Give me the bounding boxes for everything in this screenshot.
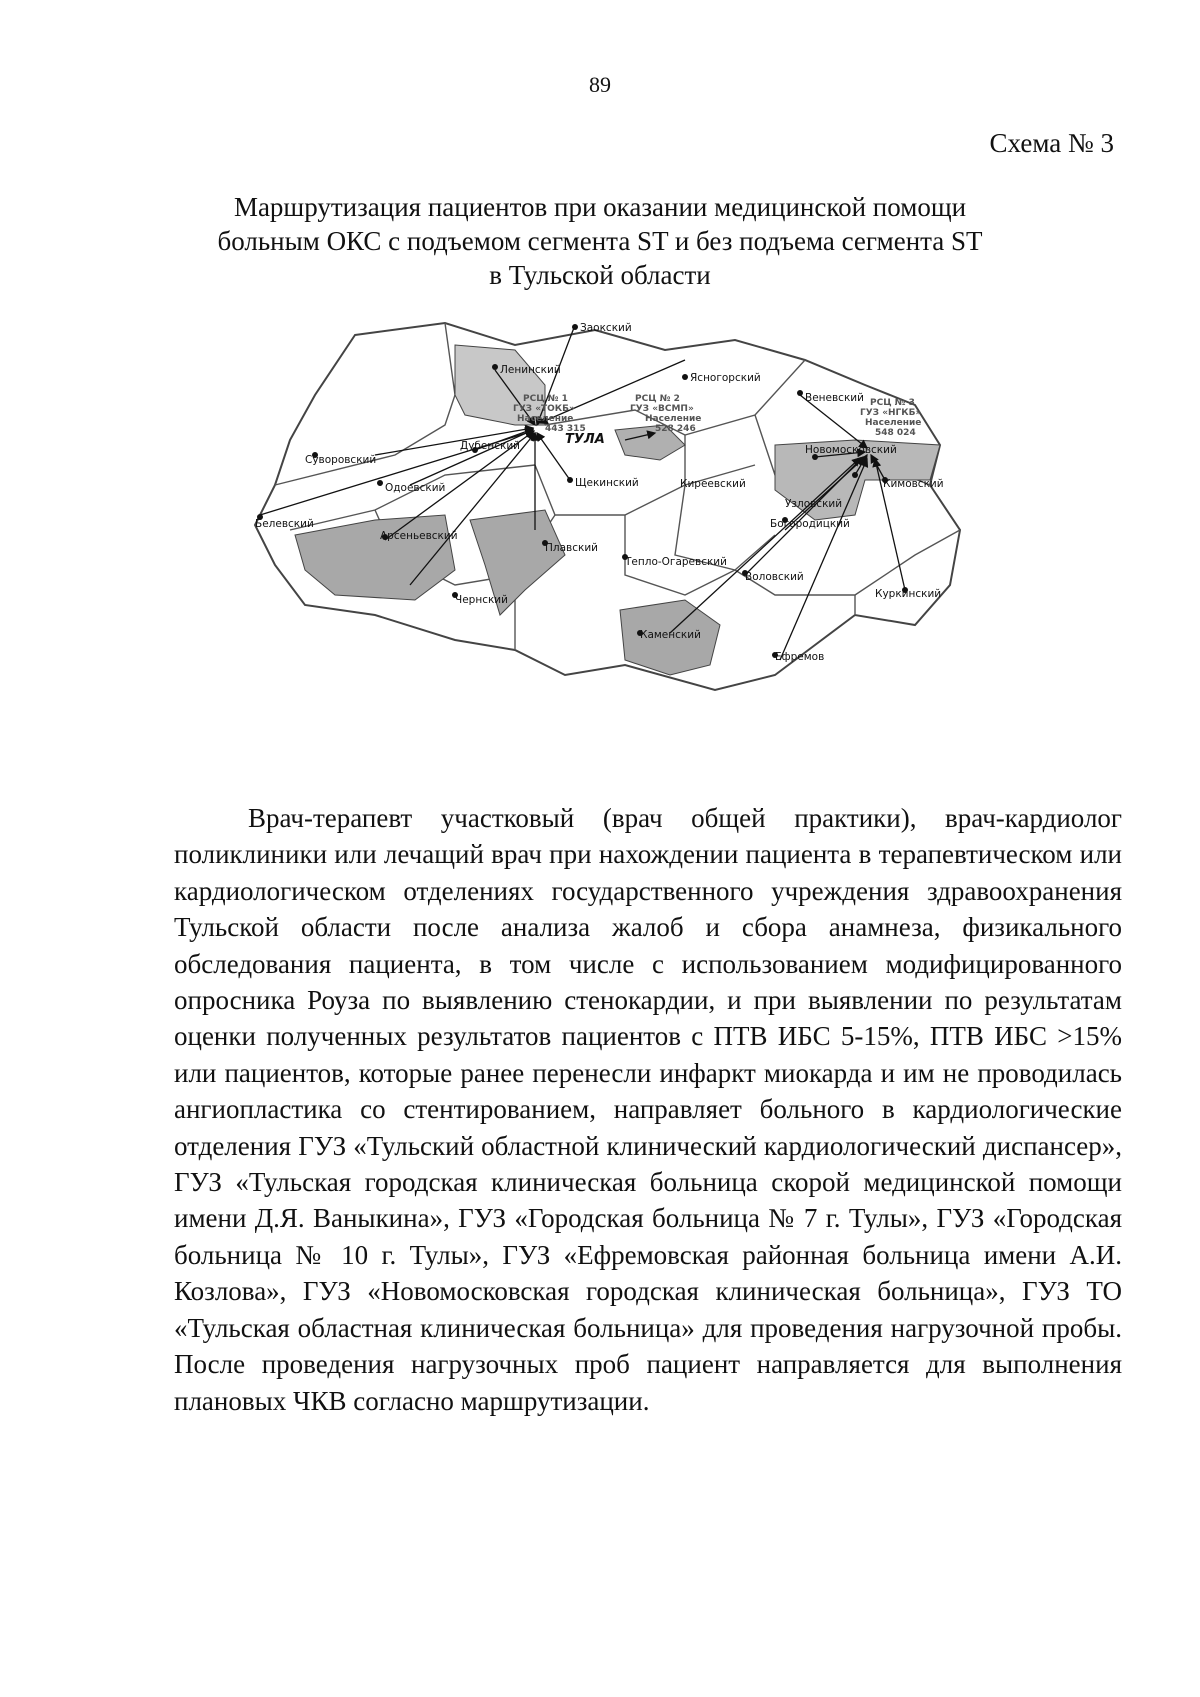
label-kurkinsky: Куркинский	[875, 588, 942, 600]
label-venevsky: Веневский	[805, 392, 864, 404]
label-kamensky: Каменский	[640, 629, 701, 641]
label-odoevsky: Одоевский	[385, 482, 446, 494]
label-teplo-ogarevsky: Тепло-Огаревский	[625, 556, 727, 568]
rsc3-org: ГУЗ «НГКБ»	[860, 408, 922, 418]
label-arsenyevsky: Арсеньевский	[380, 530, 458, 542]
rsc2-title: РСЦ № 2	[635, 394, 680, 404]
title-line-1: Маршрутизация пациентов при оказании медицинской помощи	[233, 192, 967, 222]
page-number: 89	[589, 72, 611, 97]
rsc1-pop: 443 315	[545, 424, 586, 434]
label-city-tula: ТУЛА	[565, 432, 605, 447]
label-kimovsky: Кимовский	[883, 478, 944, 490]
label-suvorovsky: Суворовский	[305, 454, 377, 466]
routing-map	[215, 315, 1005, 710]
document-title	[180, 190, 1020, 292]
rsc1-title: РСЦ № 1	[523, 394, 568, 404]
label-dubensky: Дубенский	[460, 440, 520, 452]
label-plavsky: Плавский	[545, 542, 598, 554]
label-belevsky: Белевский	[255, 518, 314, 530]
label-yasnogorsky: Ясногорский	[690, 372, 761, 384]
label-novomoskovsky: Новомосковский	[805, 444, 897, 456]
rsc2-org: ГУЗ «ВСМП»	[630, 404, 694, 414]
title-line-2: больным ОКС с подъемом сегмента ST и без подъема сегмента ST	[217, 226, 983, 256]
rsc1-pop-label: Население	[517, 414, 574, 424]
body-paragraph: Врач-терапевт участковый (врач общей практики), врач-кардиолог поликлиники или лечащий врач при нахождении пациента в терапевтическом или кардиологическом отделениях государственного учреждения здравоохранения Тульской области после анализа жалоб и сбора анамнеза, физикального обследования пациента, в том числе с использованием модифицированного опросника Роуза по выявлению стенокардии, и при выявлении по результатам оценки полученных результатов пациентов с ПТВ ИБС 5-15%, ПТВ ИБС >15% или пациентов, которые ранее перенесли инфаркт миокарда и им не проводилась ангиопластика со стентированием, направляет больного в кардиологические отделения ГУЗ «Тульский областной клинический кардиологический диспансер», ГУЗ «Тульская городская клиническая больница скорой медицинской помощи имени Д.Я. Ваныкина», ГУЗ «Городская больница № 7 г. Тулы», ГУЗ «Городская больница № 10 г. Тулы», ГУЗ «Ефремовская районная больница имени А.И. Козлова», ГУЗ «Новомосковская городская клиническая больница», ГУЗ ТО «Тульская областная клиническая больница» для проведения нагрузочной пробы. После проведения нагрузочных проб пациент направляется для выполнения плановых ЧКВ согласно маршрутизации.	[174, 803, 1122, 1416]
rsc3-pop-label: Население	[865, 418, 922, 428]
label-chernsky: Чернский	[455, 594, 508, 606]
label-leninsky: Ленинский	[500, 364, 561, 376]
label-efremov: Ефремов	[775, 651, 825, 663]
label-bogoroditsky: Богородицкий	[770, 518, 850, 530]
rsc3-pop: 548 024	[875, 428, 916, 438]
label-shchekinsky: Щекинский	[575, 477, 639, 489]
label-volovsky: Воловский	[745, 571, 804, 583]
title-line-3: в Тульской области	[489, 260, 711, 290]
label-kireevsky: Киреевский	[680, 478, 746, 490]
rsc1-org: ГУЗ «ТОКБ»	[513, 404, 575, 414]
label-uzlovsky: Узловский	[785, 498, 843, 510]
rsc3-title: РСЦ № 3	[870, 398, 915, 408]
rsc2-pop: 528 246	[655, 424, 696, 434]
rsc2-pop-label: Население	[645, 414, 702, 424]
label-zaoksky: Заокский	[580, 322, 632, 334]
scheme-label: Схема № 3	[989, 128, 1114, 158]
